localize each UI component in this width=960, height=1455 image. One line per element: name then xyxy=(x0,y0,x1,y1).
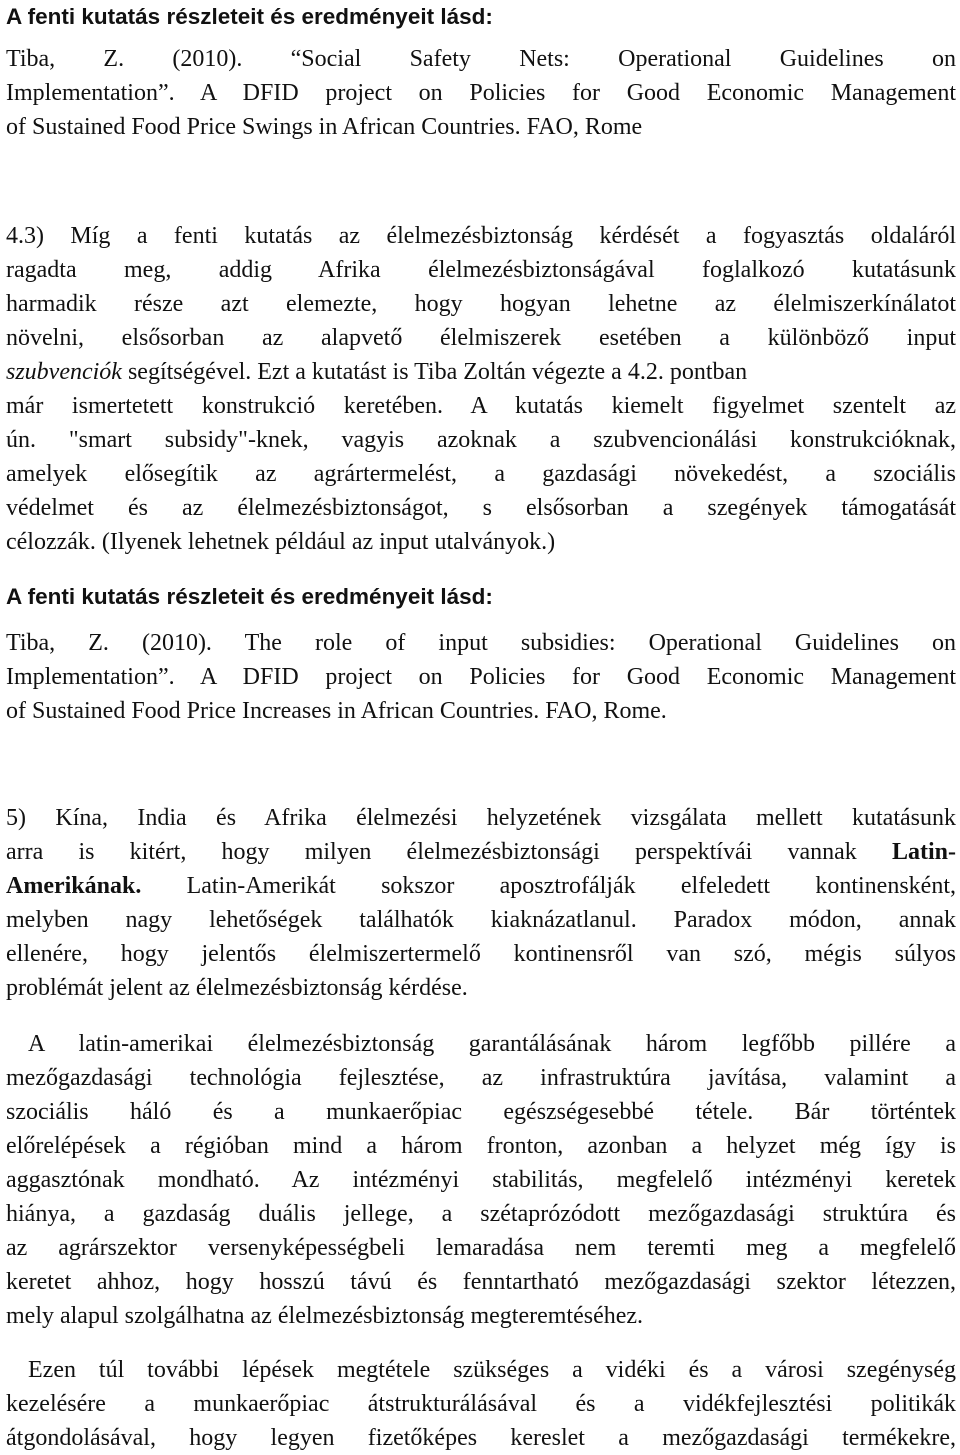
paragraph-line: 5) Kína, India és Afrika élelmezési helyzetének vizsgálata mellett kutatásunk xyxy=(6,805,956,831)
paragraph-line xyxy=(6,835,956,869)
paragraph-line: növelni, elsősorban az alapvető élelmiszerek esetében a különböző input xyxy=(6,325,956,351)
paragraph-line: ragadta meg, addig Afrika élelmezésbiztonságával foglalkozó kutatásunk xyxy=(6,257,956,283)
paragraph-line: hiánya, a gazdaság duális jellege, a szétaprózódott mezőgazdasági struktúra és xyxy=(6,1201,956,1227)
reference-heading-2 xyxy=(6,580,956,614)
paragraph-line: az agrárszektor versenyképességbeli lemaradása nem teremti meg a megfelelő xyxy=(6,1235,956,1261)
reference-line: Tiba, Z. (2010). The role of input subsidies: Operational Guidelines on xyxy=(6,630,956,656)
paragraph-line: ellenére, hogy jelentős élelmiszertermelő kontinensről van szó, mégis súlyos xyxy=(6,941,956,967)
paragraph-line: keretet ahhoz, hogy hosszú távú és fenntartható mezőgazdasági szektor létezzen, xyxy=(6,1269,956,1295)
paragraph-line: előrelépések a régióban mind a három fronton, azonban a helyzet még így is xyxy=(6,1133,956,1159)
paragraph-line xyxy=(6,355,956,389)
paragraph-line: 4.3) Míg a fenti kutatás az élelmezésbiztonság kérdését a fogyasztás oldaláról xyxy=(6,223,956,249)
paragraph-line: védelmet és az élelmezésbiztonságot, s elsősorban a szegények támogatását xyxy=(6,495,956,521)
paragraph-line: mezőgazdasági technológia fejlesztése, az infrastruktúra javítása, valamint a xyxy=(6,1065,956,1091)
paragraph-line-text: segítségével. Ezt a kutatást is Tiba Zoltán végezte a 4.2. pontban xyxy=(127,359,748,385)
paragraph-line: problémát jelent az élelmezésbiztonság kérdése. xyxy=(6,975,468,1001)
paragraph-line: harmadik része azt elemezte, hogy hogyan lehetne az élelmiszerkínálatot xyxy=(6,291,956,317)
paragraph-line: kezelésére a munkaerőpiac átstrukturálásával és a vidékfejlesztési politikák xyxy=(6,1391,956,1417)
paragraph-line: átgondolásával, hogy legyen fizetőképes kereslet a mezőgazdasági termékekre, xyxy=(6,1425,956,1451)
paragraph-line-text: Latin-Amerikát sokszor aposztrofálják elfeledett kontinensként, xyxy=(141,873,956,899)
paragraph-line: A latin-amerikai élelmezésbiztonság garantálásának három legfőbb pillére a xyxy=(28,1031,956,1057)
italic-term: szubvenciók xyxy=(6,359,122,385)
reference-2 xyxy=(6,626,956,728)
reference-line: Implementation”. A DFID project on Policies for Good Economic Management xyxy=(6,80,956,106)
paragraph-4-3 xyxy=(6,219,956,559)
paragraph-5 xyxy=(6,801,956,1005)
paragraph-latin-america xyxy=(6,1027,956,1333)
paragraph-line: célozzák. (Ilyenek lehetnek például az input utalványok.) xyxy=(6,529,556,555)
paragraph-line: Ezen túl további lépések megtétele szükséges a vidéki és a városi szegénység xyxy=(28,1357,956,1383)
paragraph-line: mely alapul szolgálhatna az élelmezésbiztonság megteremtéséhez. xyxy=(6,1303,644,1329)
paragraph-line: szociális háló és a munkaerőpiac egészségesebbé tétele. Bár történtek xyxy=(6,1099,956,1125)
paragraph-line: aggasztónak mondható. Az intézményi stabilitás, megfelelő intézményi keretek xyxy=(6,1167,956,1193)
paragraph-line: ún. "smart subsidy"-knek, vagyis azoknak a szubvencionálási konstrukcióknak, xyxy=(6,427,956,453)
paragraph-line xyxy=(6,869,956,903)
bold-term: Latin- xyxy=(891,839,956,865)
paragraph-line-text: arra is kitért, hogy milyen élelmezésbiztonsági perspektívái vannak xyxy=(6,839,892,865)
paragraph-last xyxy=(6,1353,956,1455)
bold-term: Amerikának. xyxy=(6,873,142,899)
paragraph-line: melyben nagy lehetőségek találhatók kiaknázatlanul. Paradox módon, annak xyxy=(6,907,956,933)
reference-line: Tiba, Z. (2010). “Social Safety Nets: Operational Guidelines on xyxy=(6,46,956,72)
reference-heading: A fenti kutatás részleteit és eredményeit lásd: xyxy=(6,584,493,609)
reference-line: of Sustained Food Price Increases in African Countries. FAO, Rome. xyxy=(6,698,667,724)
paragraph-line: amelyek elősegítik az agrártermelést, a gazdasági növekedést, a szociális xyxy=(6,461,956,487)
paragraph-line: már ismertetett konstrukció keretében. A kutatás kiemelt figyelmet szentelt az xyxy=(6,393,956,419)
reference-heading: A fenti kutatás részleteit és eredményeit lásd: xyxy=(6,4,493,29)
reference-line: of Sustained Food Price Swings in African Countries. FAO, Rome xyxy=(6,114,643,140)
reference-line: Implementation”. A DFID project on Policies for Good Economic Management xyxy=(6,664,956,690)
reference-heading-1 xyxy=(6,0,956,34)
reference-1 xyxy=(6,42,956,144)
